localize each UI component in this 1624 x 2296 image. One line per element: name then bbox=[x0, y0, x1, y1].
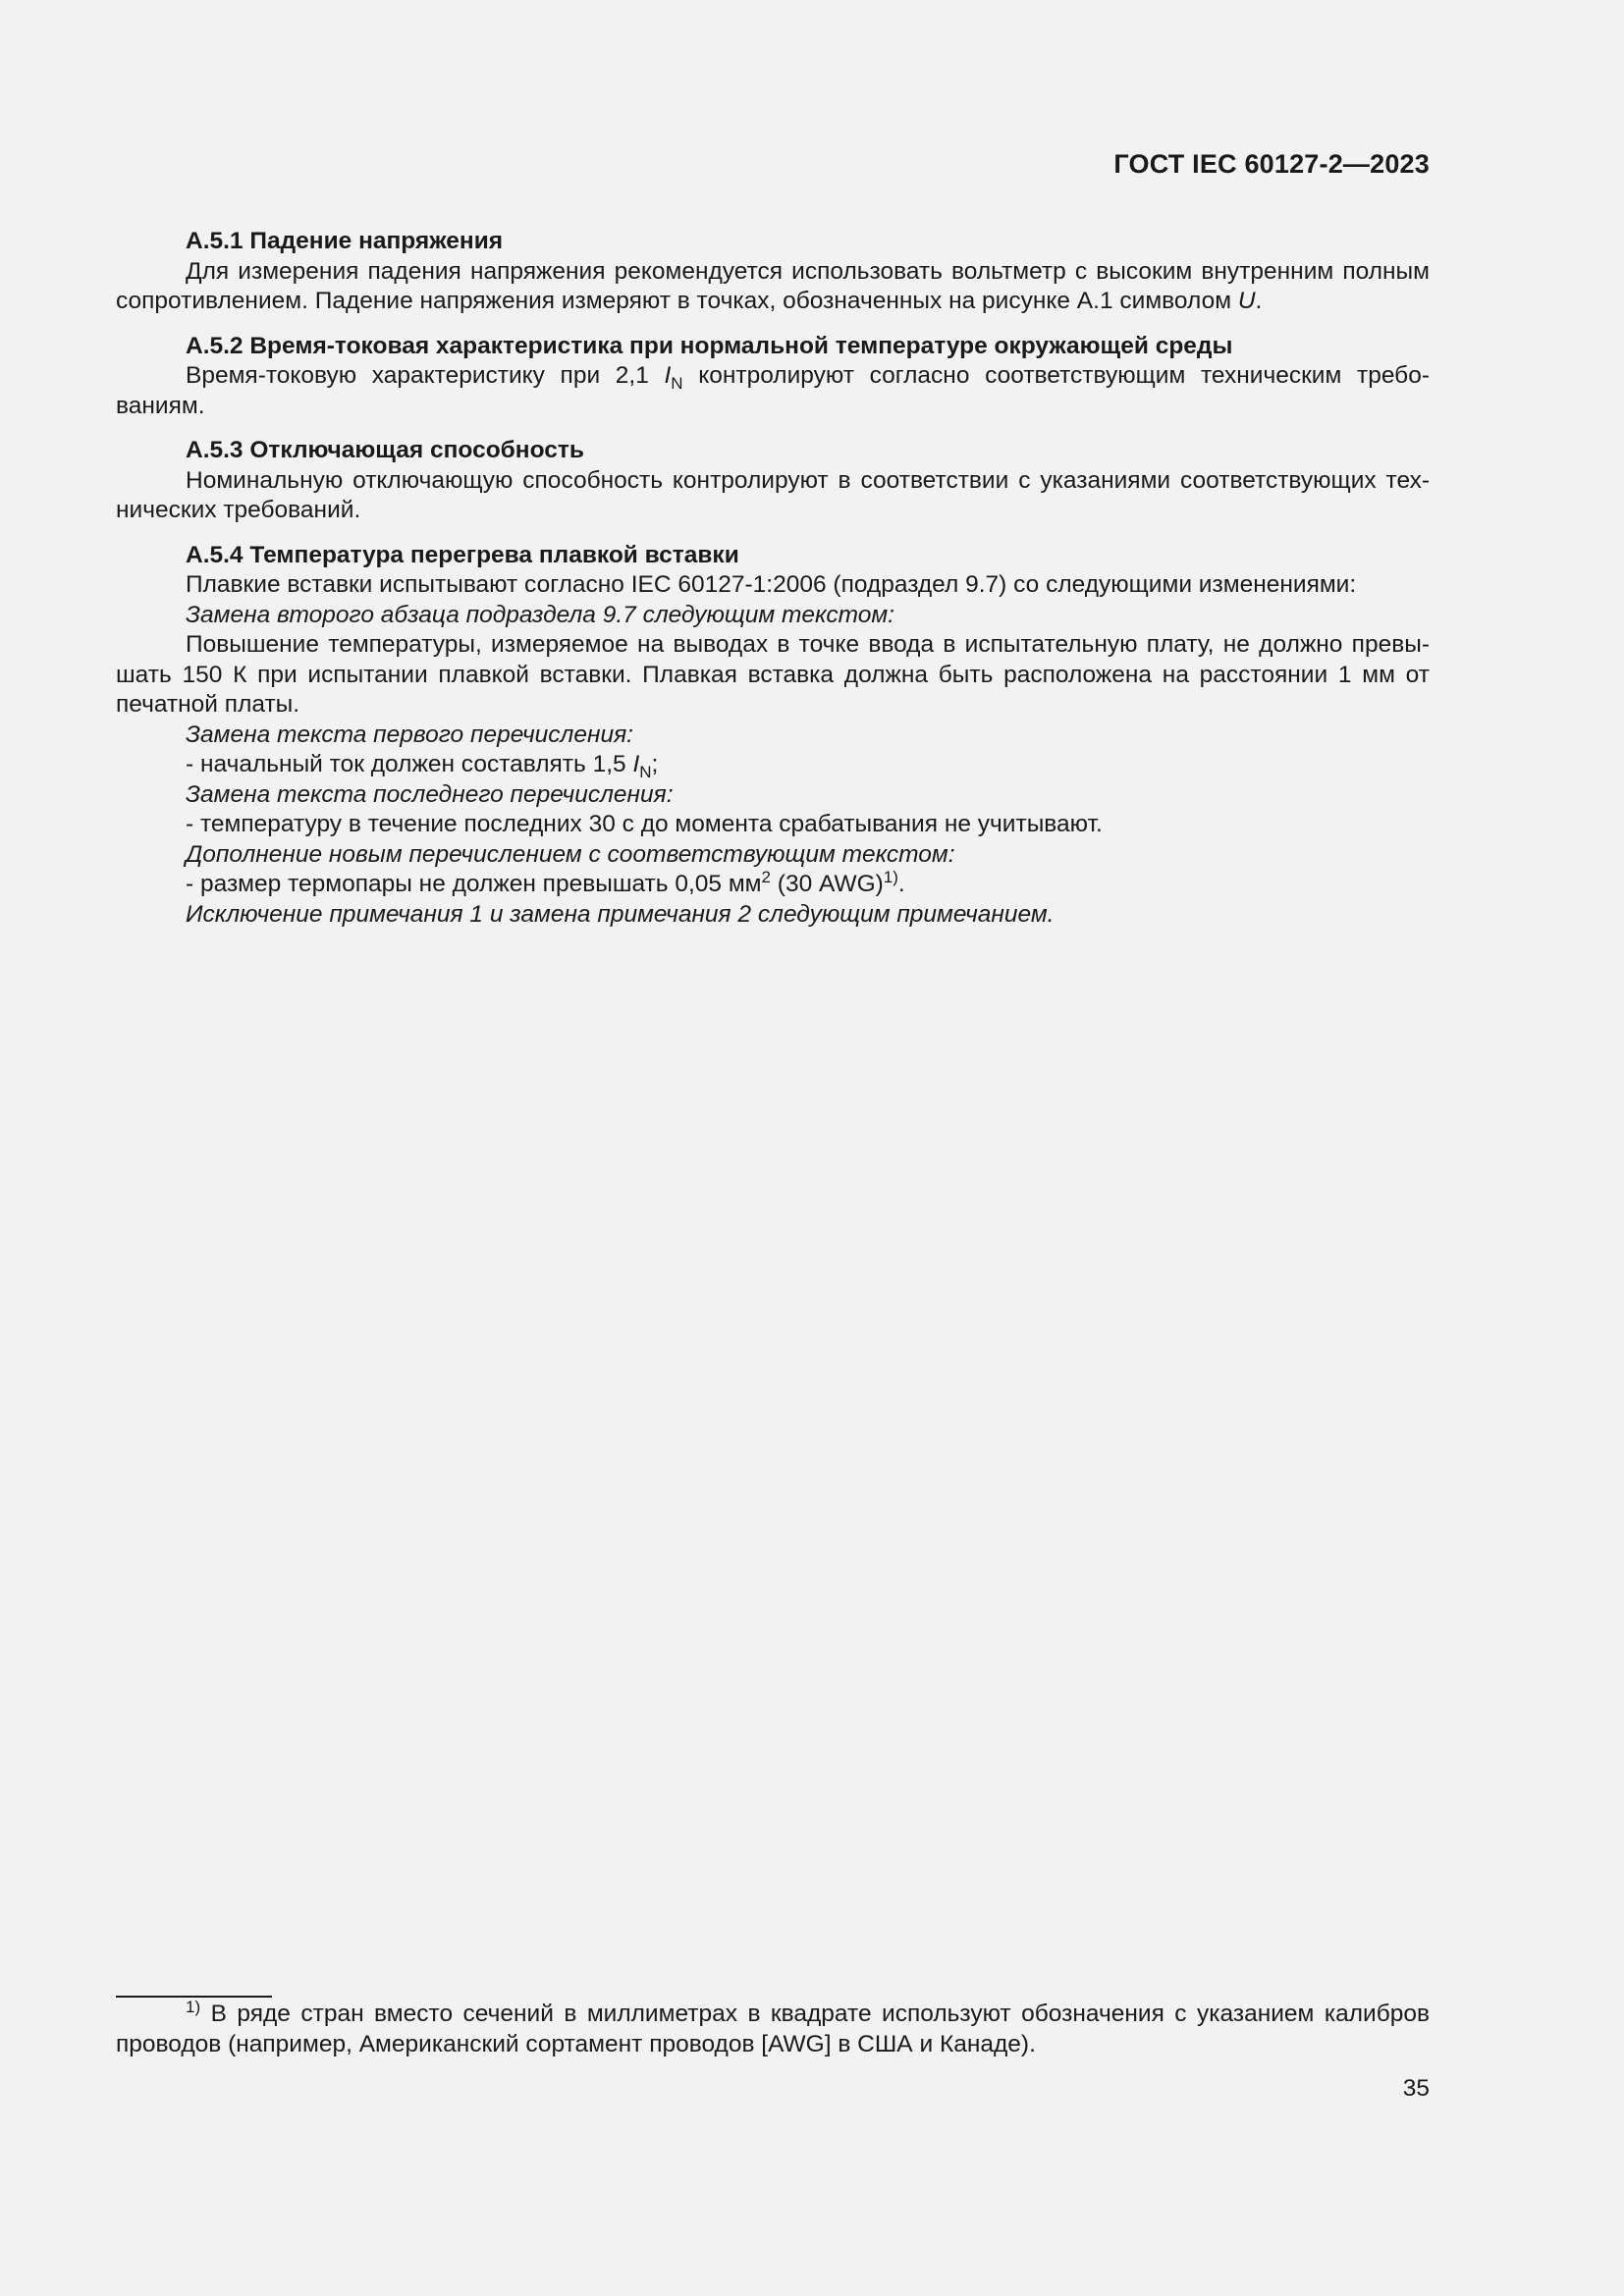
paragraph-text: Время-токовую характеристику при 2,1 bbox=[186, 362, 665, 389]
amendment-note: Замена текста последнего перечисления: bbox=[186, 780, 674, 808]
section-heading: А.5.3 Отключающая способность bbox=[186, 437, 584, 463]
paragraph-text: Для измерения падения напряжения рекомендуется использовать вольтметр с высоким внутренним полным сопротивлением. Падение напряжения измеряют в точках, обозначенных на рисунке А.1 символом bbox=[116, 257, 1430, 314]
section-a-5-4 bbox=[116, 541, 1430, 931]
section-heading: A.5.1 Падение напряжения bbox=[186, 228, 504, 254]
document-body bbox=[116, 227, 1430, 944]
section-a-5-1 bbox=[116, 227, 1430, 317]
list-item-text: (30 AWG) bbox=[771, 871, 884, 897]
section-a-5-2 bbox=[116, 332, 1430, 422]
section-heading: А.5.4 Температура перегрева плавкой вставки bbox=[186, 541, 739, 568]
list-item-end: ; bbox=[651, 751, 659, 777]
current-symbol: I bbox=[664, 362, 672, 389]
list-item: - температуру в течение последних 30 с до момента срабатывания не учитывают. bbox=[186, 811, 1103, 837]
current-subscript: N bbox=[639, 763, 652, 781]
footnote-marker: 1) bbox=[186, 1998, 201, 2016]
amendment-note: Замена второго абзаца подраздела 9.7 следующим текстом: bbox=[186, 601, 894, 628]
paragraph: Повышение температуры, измеряемое на выводах в точке ввода в испытательную плату, не должно превышать 150 К при испытании плавкой вставки. Плавкая вставка должна быть расположена на расстоянии 1 мм от печатной платы. bbox=[116, 631, 1430, 718]
paragraph bbox=[116, 257, 1430, 317]
current-subscript: N bbox=[671, 374, 683, 393]
list-item-end: . bbox=[897, 871, 905, 897]
paragraph-end: . bbox=[1255, 288, 1263, 314]
voltage-symbol: U bbox=[1237, 288, 1256, 314]
amendment-note: Дополнение новым перечислением с соответствующим текстом: bbox=[186, 840, 955, 868]
paragraph: Плавкие вставки испытывают согласно IEC 60127-1:2006 (подраздел 9.7) со следующими изменениями: bbox=[186, 571, 1357, 598]
section-a-5-3 bbox=[116, 436, 1430, 526]
list-item-text: - начальный ток должен составлять 1,5 bbox=[186, 751, 633, 777]
paragraph bbox=[116, 361, 1430, 421]
paragraph: Номинальную отключающую способность контролируют в соответствии с указаниями соответствующих технических требований. bbox=[116, 466, 1430, 523]
footnote bbox=[116, 2000, 1430, 2059]
amendment-note: Исключение примечания 1 и замена примечания 2 следующим примечанием. bbox=[186, 900, 1055, 928]
standard-id-header: ГОСТ IEC 60127-2—2023 bbox=[1113, 149, 1430, 179]
page-number: 35 bbox=[1402, 2075, 1430, 2102]
superscript: 2 bbox=[761, 868, 771, 886]
section-heading: А.5.2 Время-токовая характеристика при нормальной температуре окружающей среды bbox=[186, 332, 1233, 359]
current-symbol: I bbox=[632, 751, 640, 777]
list-item bbox=[116, 870, 1430, 900]
footnote-paragraph bbox=[116, 2000, 1430, 2059]
footnote-reference[interactable]: 1) bbox=[883, 868, 898, 886]
list-item bbox=[116, 750, 1430, 780]
footnote-text: В ряде стран вместо сечений в миллиметрах в квадрате используют обозначения с указанием калибров проводов (например, Американский сортамент проводов [AWG] в США и Канаде). bbox=[116, 2001, 1430, 2057]
amendment-note: Замена текста первого перечисления: bbox=[186, 721, 633, 748]
paragraph-end: контролируют согласно соответствующим техническим требованиям. bbox=[116, 362, 1430, 419]
list-item-text: - размер термопары не должен превышать 0,05 мм bbox=[186, 871, 762, 897]
